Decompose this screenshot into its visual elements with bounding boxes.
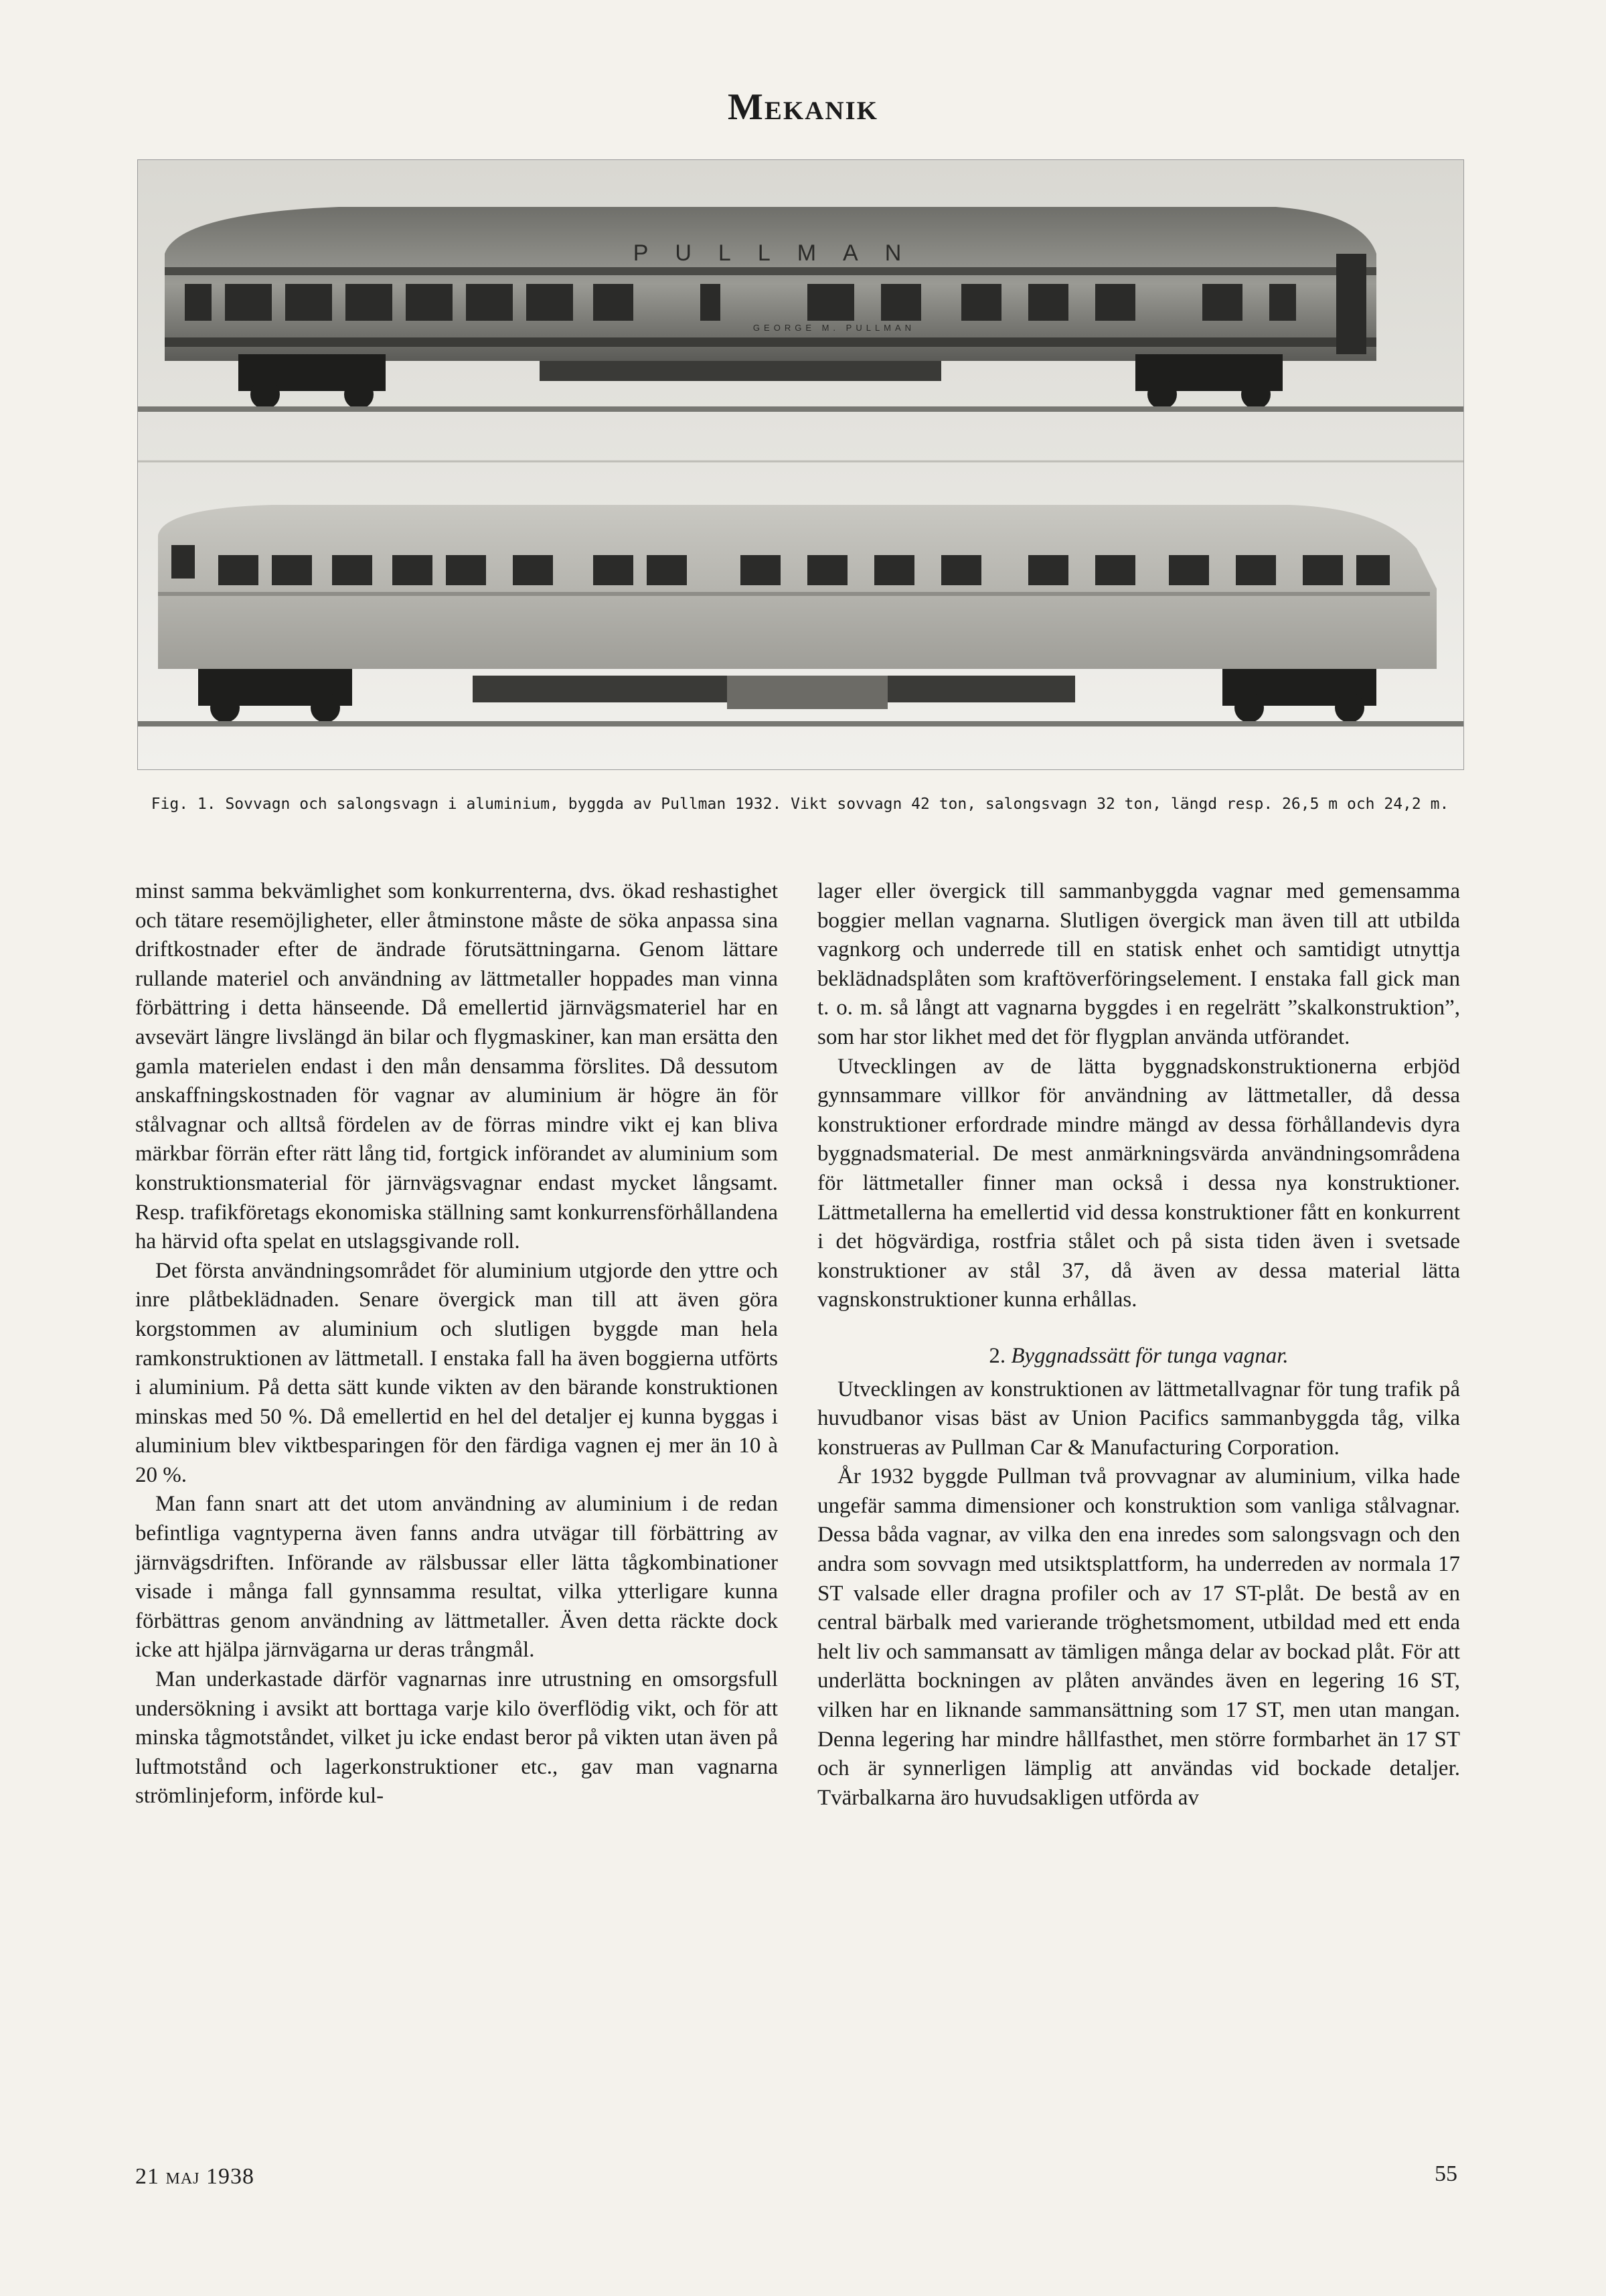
paragraph: Det första användningsområdet för aluminium utgjorde den yttre och inre plåtbeklädnaden. Senare övergick man till att även göra korgstommen av aluminium och slutligen byggde man hela ramkonstruktionen av lättmetall. I enstaka fall ha även boggierna utförts i aluminium. På detta sätt kunde vikten av den bärande konstruktionen minskas med 50 %. Då emellertid en hel del detaljer ej kunna byggas i aluminium blev viktbesparingen för den färdiga vagnen ej mer än 10 à 20 %. xyxy=(135,1258,778,1487)
footer-month: maj xyxy=(165,2164,200,2189)
subheading xyxy=(817,1342,1460,1371)
paragraph: Utvecklingen av konstruktionen av lättmetallvagnar för tung trafik på huvudbanor visas bäst av Union Pacifics sammanbyggda tåg, vilka konstrueras av Pullman Car & Manufacturing Corporation. xyxy=(817,1377,1460,1460)
footer-day: 21 xyxy=(135,2164,159,2189)
top-car-sublettering: GEORGE M. PULLMAN xyxy=(752,323,916,333)
left-column xyxy=(135,877,778,1811)
footer-year: 1938 xyxy=(206,2164,255,2189)
figure-photo-railcars xyxy=(137,159,1464,770)
paragraph: lager eller övergick till sammanbyggda vagnar med gemensamma boggier mellan vagnarna. Slutligen övergick man även till att utbilda vagnkorg och underrede till en statisk enhet och samtidigt utnyttja beklädnadsplåten som kraftöverföringselement. I enstaka fall gick man t. o. m. så långt att vagnarna byggdes i en regelrätt ”skalkonstruktion”, som har stor likhet med det för flygplan använda utförandet. xyxy=(817,879,1460,1049)
page-number: 55 xyxy=(1435,2161,1457,2186)
paragraph: Man underkastade därför vagnarnas inre utrustning en omsorgsfull undersökning i avsikt att borttaga varje kilo överflödig vikt, och för att minska tågmotståndet, vilket ju icke endast beror på vikten utan även på luftmotstånd och lagerkonstruktioner etc., gav man vagnarna strömlinjeform, införde kul- xyxy=(135,1667,778,1809)
paragraph: År 1932 byggde Pullman två provvagnar av aluminium, vilka hade ungefär samma dimensioner och konstruktion som vanliga stålvagnar. Dessa båda vagnar, av vilka den ena inredes som salongsvagn och den andra som sovvagn med utsiktsplattform, ha underreden av normala 17 ST valsade eller dragna profiler och av 17 ST-plåt. De bestå av en central bärbalk med varierande tröghetsmoment, utbildad med ett enda helt liv och sammansatt av tämligen många delar av bockad plåt. För att underlätta bockningen av plåten användes även en legering 16 ST, vilken har en liknande sammansättning som 17 ST, men utan mangan. Denna legering har mindre hållfasthet, men större formbarhet än 17 ST och är synnerligen lämplig att användas vid bockade detaljer. Tvärbalkarna äro huvudsakligen utförda av xyxy=(817,1464,1460,1810)
paragraph: minst samma bekvämlighet som konkurrenterna, dvs. ökad reshastighet och tätare resemöjligheter, eller åtminstone måste de söka anpassa sina driftkostnader efter de ändrade förutsättningarna. Genom lättare rullande materiel och användning av lättmetaller hoppades man vinna förbättring i detta hänseende. Då emellertid järnvägsmateriel har en avsevärt längre livslängd än bilar och flygmaskiner, kan man ersätta den gamla materielen endast i den mån densamma förslites. Då dessutom anskaffningskostnaden för vagnar av aluminium är högre än för stålvagnar och alltså fördelen av de förras mindre vikt ej kan bliva märkbar förrän efter rätt lång tid, fortgick införandet av aluminium som konstruktionsmaterial för järnvägsvagnar endast mycket långsamt. Resp. trafikföretags ekonomiska ställning samt konkurrensförhållandena ha härvid ofta spelat en utslagsgivande roll. xyxy=(135,879,778,1254)
right-column xyxy=(817,877,1460,1813)
top-car-lettering: PULLMAN xyxy=(633,240,929,266)
footer-date xyxy=(135,2164,254,2190)
figure-caption: Fig. 1. Sovvagn och salongsvagn i aluminium, byggda av Pullman 1932. Vikt sovvagn 42 ton, salongsvagn 32 ton, längd resp. 26,5 m och 24,2 m. xyxy=(151,795,1449,813)
parlor-car-image xyxy=(138,505,1463,726)
section-title: Mekanik xyxy=(727,86,879,128)
paragraph: Utvecklingen av de lätta byggnadskonstruktionerna erbjöd gynnsammare villkor för användning av lättmetaller, då dessa konstruktioner erfordrade mindre mängd av dessa förhållandevis dyra byggnadsmaterial. De mest anmärkningsvärda användningsområdena för lättmetaller finner man också i dessa nya konstruktioner. Lättmetallerna ha emellertid vid dessa konstruktioner fått en konkurrent i det högvärdiga, rostfria stålet och på sista tiden även i svetsade konstruktioner av stål 37, då även av dessa material lätta vagnskonstruktioner kunna erhållas. xyxy=(817,1054,1460,1312)
subheading-text: Byggnadssätt för tunga vagnar. xyxy=(1011,1343,1289,1368)
paragraph: Man fann snart att det utom användning av aluminium i de redan befintliga vagntyperna även fanns andra utvägar till förbättring av järnvägsdriften. Införande av rälsbussar eller lätta tågkombinationer visade i många fall gynnsamma resultat, vilka ytterligare kunna förbättras genom användning av lättmetaller. Även detta räckte dock icke att hjälpa järnvägarna ur deras trångmål. xyxy=(135,1492,778,1663)
subheading-number: 2. xyxy=(989,1343,1006,1368)
